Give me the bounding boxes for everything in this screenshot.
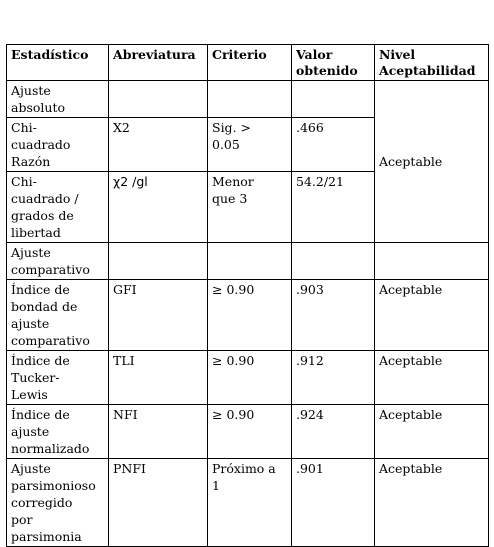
empty-cell [292, 243, 375, 280]
section-row-comparativo [7, 243, 489, 280]
table-row [7, 405, 489, 459]
header-abreviatura: Abreviatura [109, 45, 208, 81]
criterio-cell: Sig. > 0.05 [208, 118, 292, 172]
empty-cell [208, 243, 292, 280]
abreviatura-cell: X2 [109, 118, 208, 172]
estadistico-cell: Índice de Tucker- Lewis [7, 351, 109, 405]
header-valor: Valor obtenido [292, 45, 375, 81]
criterio-cell: ≥ 0.90 [208, 351, 292, 405]
estadistico-cell: Índice de bondad de ajuste comparativo [7, 280, 109, 351]
criterio-cell: ≥ 0.90 [208, 280, 292, 351]
empty-cell [109, 243, 208, 280]
empty-cell [375, 243, 489, 280]
valor-cell: .901 [292, 459, 375, 547]
nivel-cell: Aceptable [375, 351, 489, 405]
estadistico-cell: Chi- cuadrado / grados de libertad [7, 172, 109, 243]
table-row [7, 280, 489, 351]
table-row [7, 459, 489, 547]
estadistico-cell: Índice de ajuste normalizado [7, 405, 109, 459]
abreviatura-cell: NFI [109, 405, 208, 459]
nivel-cell: Aceptable [375, 459, 489, 547]
header-nivel: Nivel Aceptabilidad [375, 45, 489, 81]
header-row [7, 45, 489, 81]
absoluto-nivel-cell: Aceptable [375, 81, 489, 243]
section-label-comparativo: Ajuste comparativo [7, 243, 109, 280]
estadistico-cell: Ajuste parsimonioso corregido por parsimonia [7, 459, 109, 547]
criterio-cell: ≥ 0.90 [208, 405, 292, 459]
abreviatura-cell: χ2 /gl [109, 172, 208, 243]
estadistico-cell: Chi- cuadrado Razón [7, 118, 109, 172]
empty-cell [208, 81, 292, 118]
section-label-absoluto: Ajuste absoluto [7, 81, 109, 118]
valor-cell: .903 [292, 280, 375, 351]
section-row-absoluto [7, 81, 489, 118]
nivel-cell: Aceptable [375, 280, 489, 351]
abreviatura-cell: GFI [109, 280, 208, 351]
criterio-cell: Próximo a 1 [208, 459, 292, 547]
empty-cell [292, 81, 375, 118]
nivel-cell: Aceptable [375, 405, 489, 459]
valor-cell: .912 [292, 351, 375, 405]
valor-cell: .466 [292, 118, 375, 172]
table-row [7, 351, 489, 405]
abreviatura-cell: TLI [109, 351, 208, 405]
valor-cell: 54.2/21 [292, 172, 375, 243]
empty-cell [109, 81, 208, 118]
header-criterio: Criterio [208, 45, 292, 81]
fit-indices-table [6, 44, 489, 547]
criterio-cell: Menor que 3 [208, 172, 292, 243]
abreviatura-cell: PNFI [109, 459, 208, 547]
valor-cell: .924 [292, 405, 375, 459]
header-estadistico: Estadístico [7, 45, 109, 81]
